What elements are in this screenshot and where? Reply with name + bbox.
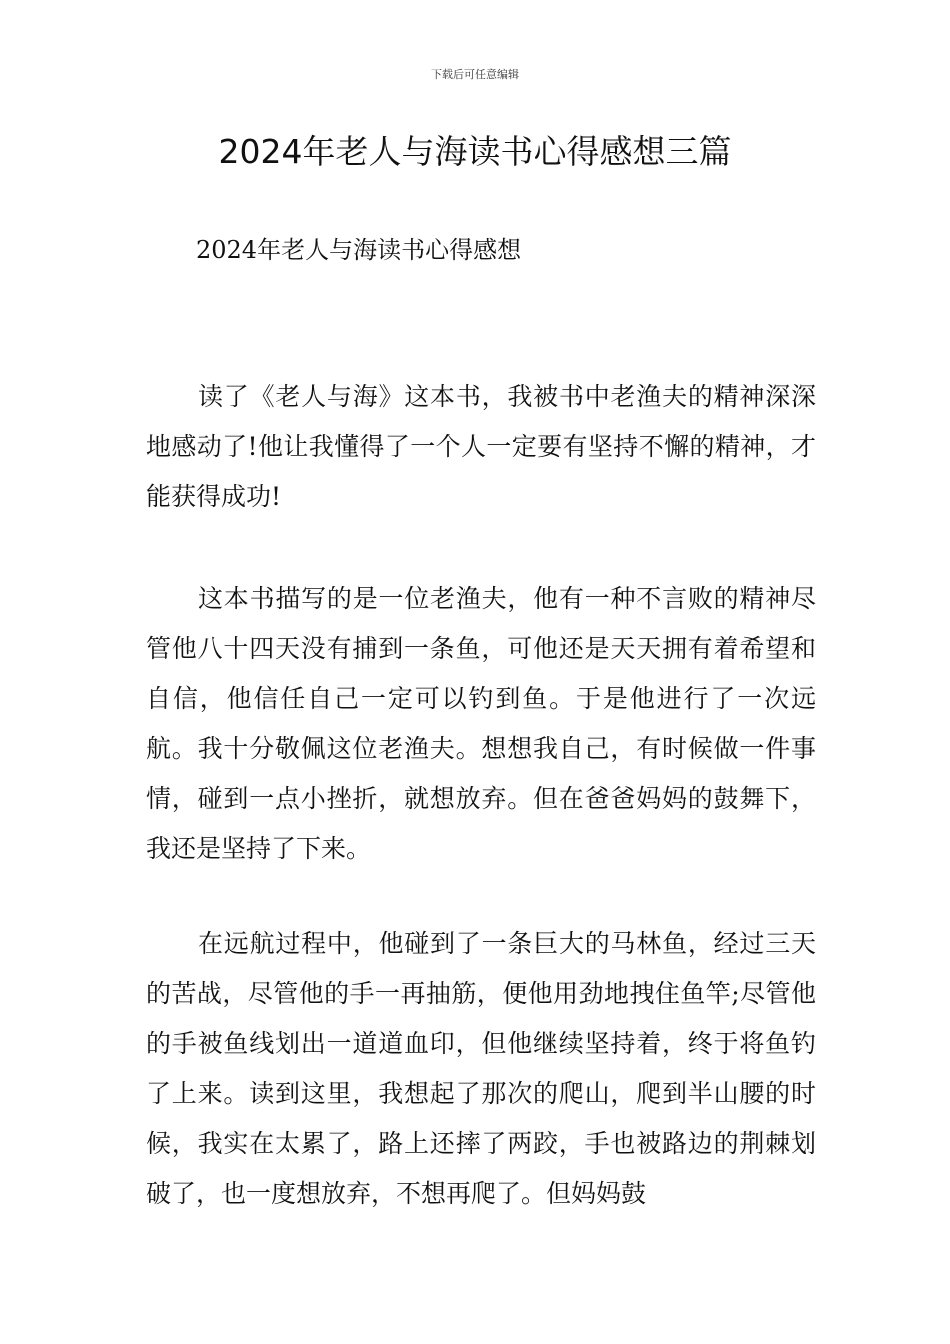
paragraph: 读了《老人与海》这本书，我被书中老渔夫的精神深深地感动了!他让我懂得了一个人一定要有坚持不懈的精神，才能获得成功! (146, 382, 816, 511)
paragraph: 在远航过程中，他碰到了一条巨大的马林鱼，经过三天的苦战，尽管他的手一再抽筋，便他用劲地拽住鱼竿;尽管他的手被鱼线划出一道道血印，但他继续坚持着，终于将鱼钓了上来。读到这里，我想起了那次的爬山，爬到半山腰的时候，我实在太累了，路上还摔了两跤，手也被路边的荆棘划破了，也一度想放弃，不想再爬了。但妈妈鼓 (146, 929, 816, 1208)
header-note: 下载后可任意编辑 (431, 68, 519, 81)
paragraph: 这本书描写的是一位老渔夫，他有一种不言败的精神尽管他八十四天没有捕到一条鱼，可他还是天天拥有着希望和自信，他信任自己一定可以钓到鱼。于是他进行了一次远航。我十分敬佩这位老渔夫。想想我自己，有时候做一件事情，碰到一点小挫折，就想放弃。但在爸爸妈妈的鼓舞下，我还是坚持了下来。 (146, 584, 816, 863)
document-subtitle: 2024年老人与海读书心得感想 (196, 236, 522, 264)
document-title: 2024年老人与海读书心得感想三篇 (218, 132, 732, 171)
